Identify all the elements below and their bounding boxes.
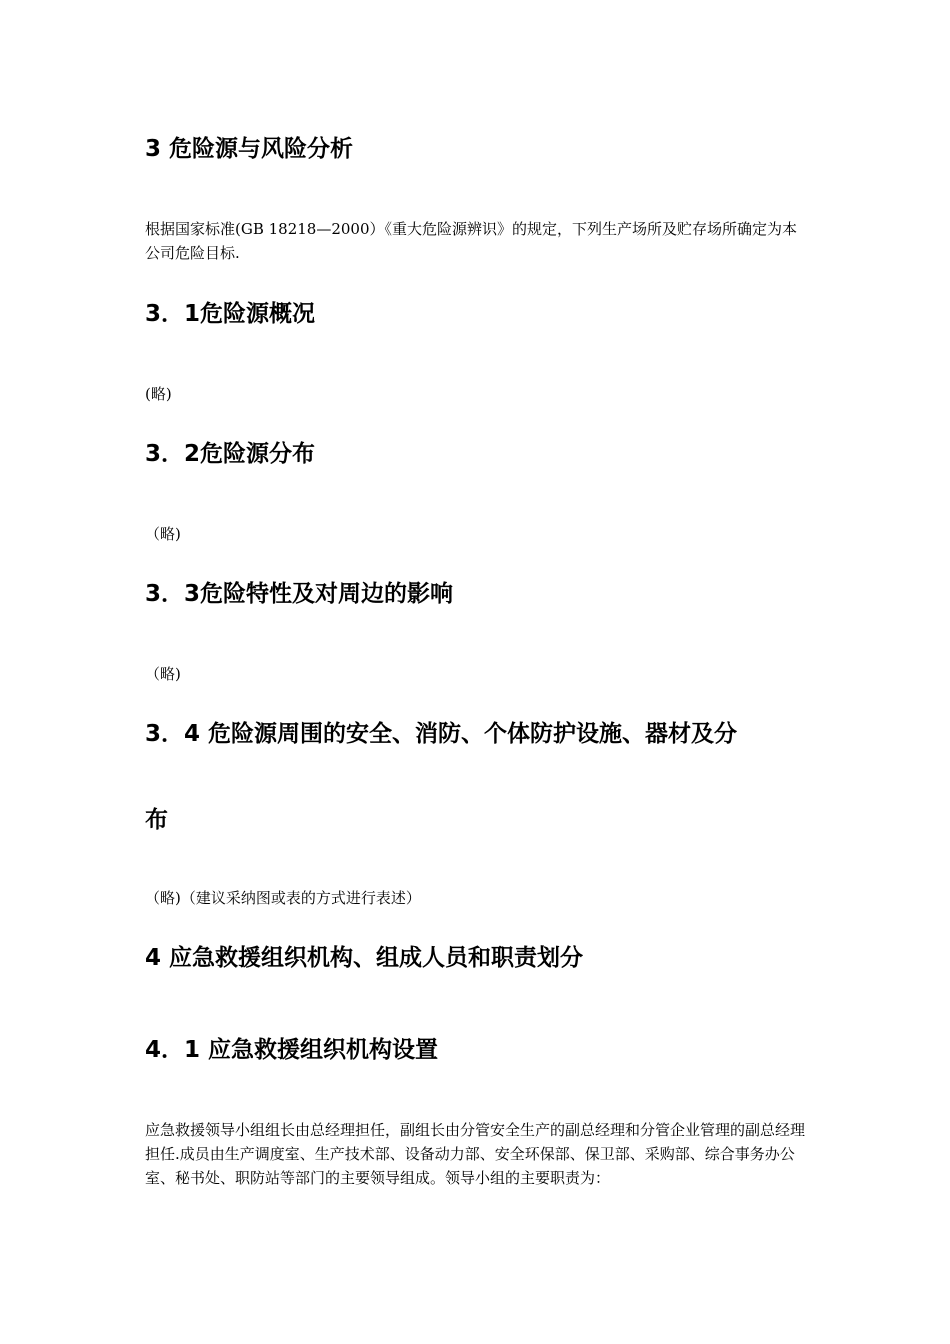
section-heading-3: 3 危险源与风险分析 [145,136,354,162]
section-3-intro-paragraph: 根据国家标准(GB 18218—2000）《重大危险源辨识》的规定，下列生产场所及贮存场所确定为本公司危险目标. [145,220,798,262]
section-3-2-body: （略) [145,525,181,543]
section-4-1-paragraph: 应急救援领导小组组长由总经理担任，副组长由分管安全生产的副总经理和分管企业管理的副总经理担任.成员由生产调度室、生产技术部、设备动力部、安全环保部、保卫部、采购部、综合事务办公室、秘书处、职防站等部门的主要领导组成。领导小组的主要职责为： [145,1121,806,1187]
section-heading-3-4-line2: 布 [145,807,168,833]
section-heading-3-4-line1: 3．4 危险源周围的安全、消防、个体防护设施、器材及分 [145,721,738,747]
section-3-1-body: (略) [145,385,172,403]
section-heading-3-1: 3．1危险源概况 [145,301,316,327]
section-heading-3-2: 3．2危险源分布 [145,441,316,467]
section-heading-4-1: 4．1 应急救援组织机构设置 [145,1037,439,1063]
section-heading-3-3: 3．3危险特性及对周边的影响 [145,581,454,607]
section-3-3-body: （略) [145,665,181,683]
section-3-4-body: （略)（建议采纳图或表的方式进行表述） [145,889,421,907]
section-heading-4: 4 应急救援组织机构、组成人员和职责划分 [145,945,584,971]
